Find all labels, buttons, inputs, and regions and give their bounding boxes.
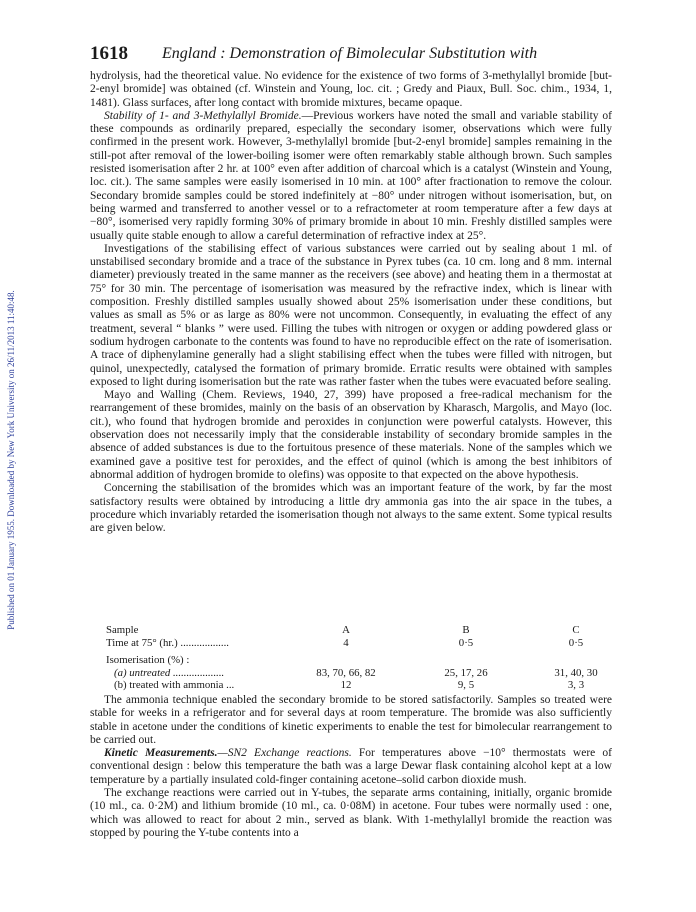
body-text-top xyxy=(90,70,612,535)
table-section-label-row xyxy=(106,654,606,667)
table-header-a: A xyxy=(342,624,350,636)
paragraph-5: Concerning the stabilisation of the bromides which was an important feature of the work, by far the most satisfactory results were obtained by introducing a little dry ammonia gas into the air space in the tubes, a procedure which invariably retarded the isomerisation though not always to the same extent. Some typical results are given below. xyxy=(90,482,612,535)
table-cell: 0·5 xyxy=(568,636,584,649)
paragraph-4: Mayo and Walling (Chem. Reviews, 1940, 27, 399) have proposed a free-radical mechanism for the rearrangement of these bromides, mainly on the basis of an observation by Kharasch, Margolis, and Mayo (loc. cit.), who found that hydrogen bromide and peroxides in conjunction were powerful catalysts. However, this observation does not necessarily imply that the considerable instability of secondary bromide samples in the absence of added substances is due to the fortuitous presence of these materials. None of the samples which we examined gave a positive test for peroxides, and the effect of quinol (which is among the best inhibitors of abnormal addition of hydrogen bromide to olefins) was opposite to that expected on the above hypothesis. xyxy=(90,389,612,481)
download-watermark-text: Published on 01 January 1955. Downloaded by New York University on 26/11/2013 11:40:48. xyxy=(6,290,16,630)
table-cell: 3, 3 xyxy=(567,679,585,692)
table-cell: 9, 5 xyxy=(457,679,475,692)
table-cell: 12 xyxy=(340,679,352,692)
table-cell: 83, 70, 66, 82 xyxy=(316,666,376,679)
table-cell: 0·5 xyxy=(458,636,474,649)
paragraph-1: hydrolysis, had the theoretical value. No evidence for the existence of two forms of 3-methylallyl bromide [but-2-enyl bromide] was obtained (cf. Winstein and Young, loc. cit. ; Gredy and Piaux, Bull. Soc. chim., 1934, 1, 1481). Glass surfaces, after long contact with bromide mixtures, became opaque. xyxy=(90,70,612,109)
table-row-time xyxy=(106,637,606,650)
table-cell: 4 xyxy=(343,636,349,649)
page-header xyxy=(90,43,610,65)
download-watermark xyxy=(4,150,18,770)
table-header-sample: Sample xyxy=(106,624,139,636)
page-number: 1618 xyxy=(90,43,128,64)
paragraph-2-text: —Previous workers have noted the small and variable stability of these compounds as ordinarily prepared, especially the secondary isomer, observations which were fully confirmed in the present work. However, 3-methylallyl bromide [but-2-enyl bromide] samples remaining in the still-pot after removal of the lower-boiling isomer were often remarkably stable although brown. Such samples resisted isomerisation after 2 hr. at 100° even after addition of charcoal which is a catalyst (Winstein and Young, loc. cit.). The same samples were easily isomerised in 10 min. at 100° after fractionation to remove the colour. Secondary bromide samples could be stored indefinitely at −80° under nitrogen without isomerisation, but, on being warmed and transferred to another vessel or to a refractometer at room temperature after a few days at −80°, isomerised very rapidly forming 30% of primary bromide in about 10 min. Freshly distilled samples were usually quite stable enough to allow a careful determination of refractive index at 25°. xyxy=(90,109,612,242)
table-row-untreated xyxy=(106,667,606,680)
table-section-label: Isomerisation (%) : xyxy=(106,654,190,667)
running-title: England : Demonstration of Bimolecular Substitution with xyxy=(162,45,538,62)
subheading-exchange: —SN2 Exchange reactions. xyxy=(217,747,352,760)
table-header-b: B xyxy=(462,624,470,636)
paragraph-2 xyxy=(90,110,612,243)
paragraph-8: The exchange reactions were carried out in Y-tubes, the separate arms containing, initially, organic bromide (10 ml., ca. 0·2M) and lithium bromide (10 ml., ca. 0·08M) in acetone. Four tubes were normally used : one, which was allowed to react for about 2 min., served as blank. With 1-methylallyl bromide the reaction was stopped by pouring the Y-tube contents into a xyxy=(90,787,612,839)
table-cell: (b) treated with ammonia ... xyxy=(114,679,235,692)
table-header-row xyxy=(106,624,606,637)
paragraph-6: The ammonia technique enabled the secondary bromide to be stored satisfactorily. Samples so treated were stable for weeks in a refrigerator and for several days at room temperature. The bromide was also sufficiently stable in acetone under the conditions of kinetic experiments to enable the test for bimolecular rearrangement to be carried out. xyxy=(90,694,612,746)
section-heading-stability: Stability of 1- and 3-Methylallyl Bromide. xyxy=(104,109,302,122)
section-heading-kinetic: Kinetic Measurements. xyxy=(104,747,218,760)
table-cell: 31, 40, 30 xyxy=(554,666,598,679)
paragraph-3: Investigations of the stabilising effect of various substances were carried out by sealing about 1 ml. of unstabilised secondary bromide and a trace of the substance in Pyrex tubes (ca. 10 cm. long and 8 mm. internal diameter) previously treated in the same manner as the receivers (see above) and heating them in a thermostat at 75° for 30 min. The percentage of isomerisation was measured by the refractive index, which is linear with composition. Freshly distilled samples usually showed about 25% isomerisation under these conditions, but values as small as 5% or as large as 80% were not uncommon. Consequently, in evaluating the effect of any treatment, several “ blanks ” were used. Filling the tubes with nitrogen or oxygen or adding powdered glass or sodium hydrogen carbonate to the contents was found to have no reproducible effect on the rate of isomerisation. A trace of diphenylamine generally had a slight stabilising effect when the tubes were filled with nitrogen, but quinol, unexpectedly, catalysed the formation of primary bromide. Erratic results were obtained with samples exposed to light during isomerisation but the rate was rather faster when the tubes were evacuated before sealing. xyxy=(90,242,612,388)
results-table xyxy=(106,624,606,692)
paragraph-7 xyxy=(90,747,612,787)
table-row-ammonia xyxy=(106,679,606,692)
table-cell: (a) untreated ................... xyxy=(114,666,225,679)
body-text-bottom xyxy=(90,694,612,840)
table-header-c: C xyxy=(572,624,580,636)
paragraph-7-text: For temperatures above −10° thermostats were of conventional design : below this temperature the bath was a large Dewar flask containing alcohol kept at a low temperature by a partially insulated cold-finger containing acetone–solid carbon dioxide mush. xyxy=(90,747,612,786)
table-cell: 25, 17, 26 xyxy=(444,666,488,679)
table-cell: Time at 75° (hr.) .................. xyxy=(106,636,229,649)
